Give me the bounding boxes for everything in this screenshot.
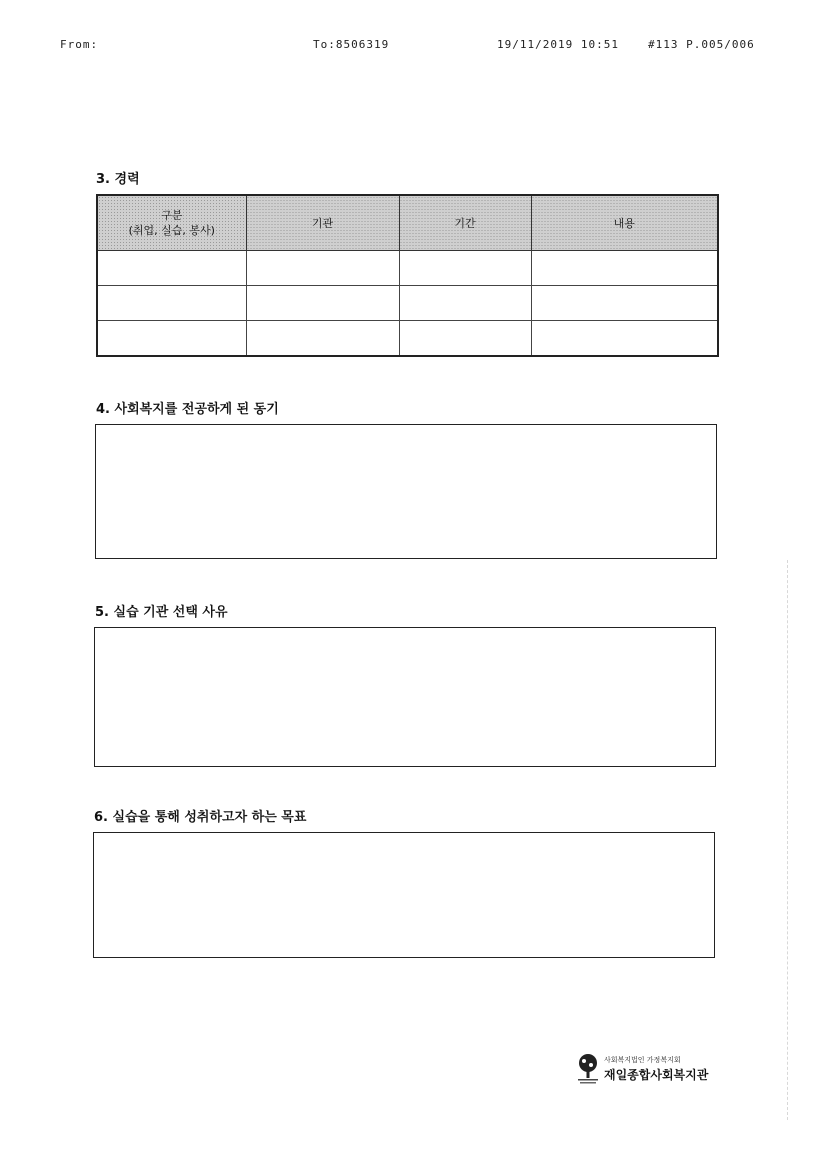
cell-institution[interactable]	[246, 251, 399, 286]
cell-category[interactable]	[97, 251, 246, 286]
cell-period[interactable]	[399, 251, 531, 286]
header-category	[97, 195, 246, 251]
motivation-answer-box[interactable]	[95, 424, 717, 559]
section-5-title: 5. 실습 기관 선택 사유	[95, 605, 228, 620]
table-row	[97, 286, 718, 321]
tree-logo-icon	[576, 1053, 600, 1085]
header-content: 내용	[531, 195, 718, 251]
section-4-title: 4. 사회복지를 전공하게 된 동기	[96, 402, 279, 417]
section-3-title: 3. 경력	[96, 172, 140, 187]
cell-content[interactable]	[531, 286, 718, 321]
organization-logo	[576, 1053, 736, 1089]
cell-content[interactable]	[531, 251, 718, 286]
section-6-title: 6. 실습을 통해 성취하고자 하는 목표	[94, 810, 307, 825]
table-row	[97, 321, 718, 357]
cell-content[interactable]	[531, 321, 718, 357]
fax-from: From:	[60, 38, 99, 51]
logo-center-name: 재일종합사회복지관	[604, 1068, 709, 1082]
header-category-label: 구분	[161, 209, 183, 222]
cell-period[interactable]	[399, 286, 531, 321]
header-category-sublabel: (취업, 실습, 봉사)	[128, 224, 215, 237]
table-row	[97, 251, 718, 286]
fax-to: To:8506319	[313, 38, 390, 51]
fax-datetime: 19/11/2019 10:51	[497, 38, 619, 51]
header-period: 기간	[399, 195, 531, 251]
cell-institution[interactable]	[246, 321, 399, 357]
goal-answer-box[interactable]	[93, 832, 715, 958]
institution-reason-answer-box[interactable]	[94, 627, 716, 767]
career-table	[96, 194, 719, 357]
cell-category[interactable]	[97, 286, 246, 321]
header-institution: 기관	[246, 195, 399, 251]
logo-org-name: 사회복지법인 가정복지회	[604, 1056, 681, 1064]
cell-period[interactable]	[399, 321, 531, 357]
career-table-header-row	[97, 195, 718, 251]
fax-page: #113 P.005/006	[648, 38, 755, 51]
scan-edge-line	[787, 560, 789, 1120]
cell-institution[interactable]	[246, 286, 399, 321]
cell-category[interactable]	[97, 321, 246, 357]
